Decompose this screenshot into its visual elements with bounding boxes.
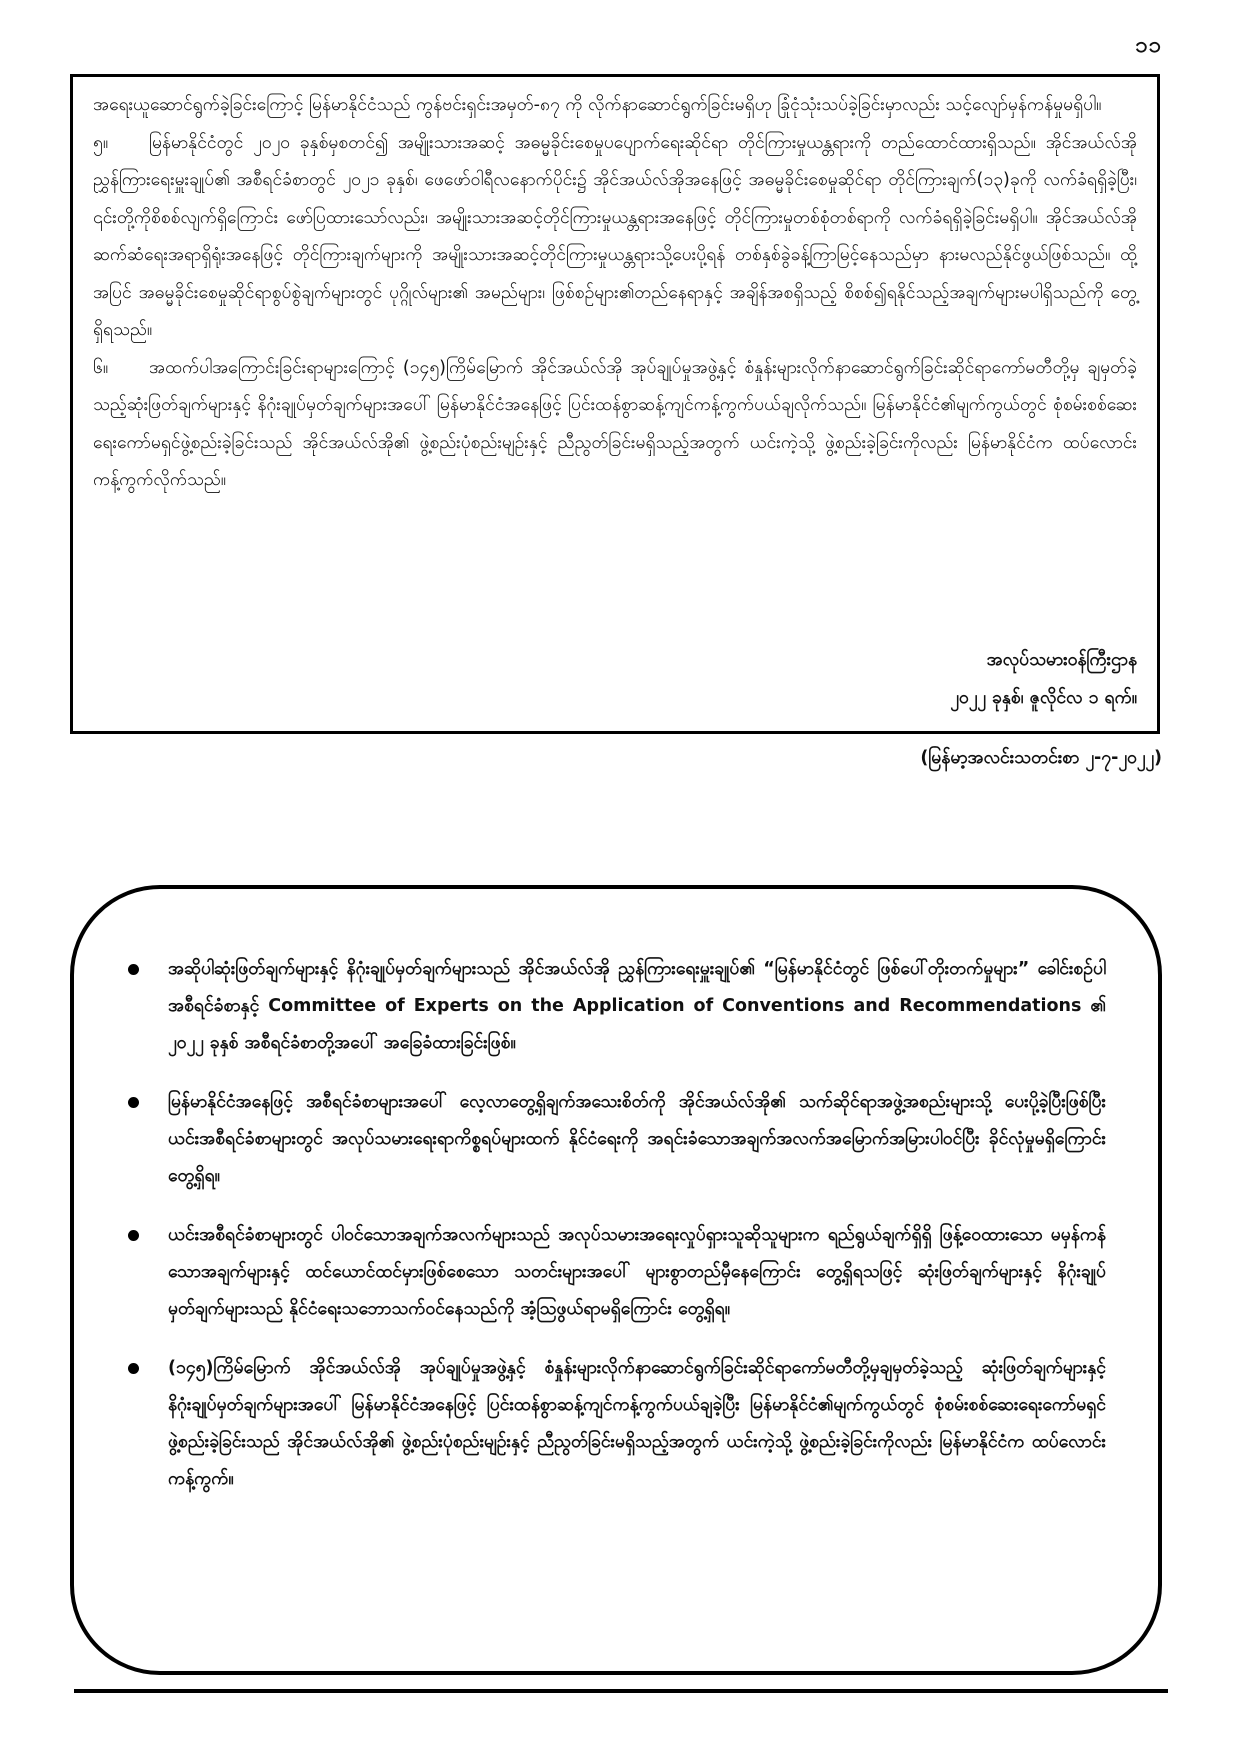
statement-box	[70, 74, 1160, 734]
summary-bullet-list	[128, 951, 1106, 1498]
statement-paragraph-5	[93, 125, 1137, 350]
bullet-dot-icon	[128, 1363, 139, 1374]
statement-intro: အရေးယူဆောင်ရွက်ခဲ့ခြင်းကြောင့် မြန်မာနိုင်ငံသည် ကွန်ဗင်းရှင်းအမှတ်-၈၇ ကို လိုက်နာဆောင်ရွက်ခြင်းမရှိဟု ခြုံငုံသုံးသပ်ခဲ့ခြင်းမှာလည်း သင့်လျော်မှန်ကန်မှုမရှိပါ။	[93, 95, 1102, 115]
signature-date: ၂၀၂၂ ခုနှစ်၊ ဇူလိုင်လ ၁ ရက်။	[950, 688, 1137, 708]
paragraph-number: ၅။	[93, 132, 109, 153]
summary-bullet	[128, 1350, 1106, 1498]
bullet-dot-icon	[128, 1230, 139, 1241]
summary-bullet	[128, 951, 1106, 1062]
summary-box	[70, 885, 1162, 1675]
source-note: (မြန်မာ့အလင်းသတင်းစာ ၂-၇-၂၀၂၂)	[920, 748, 1162, 768]
summary-bullet	[128, 1084, 1106, 1195]
paragraph-text: အထက်ပါအကြောင်းခြင်းရာများကြောင့် (၁၄၅)ကြိမ်မြောက် အိုင်အယ်လ်အို အုပ်ချုပ်မှုအဖွဲ့နှင့် စံနှုန်းများလိုက်နာဆောင်ရွက်ခြင်းဆိုင်ရာကော်မတီတို့မှ ချမှတ်ခဲ့သည့်ဆုံးဖြတ်ချက်များနှင့် နိဂုံးချုပ်မှတ်ချက်များအပေါ် မြန်မာနိုင်ငံအနေဖြင့် ပြင်းထန်စွာဆန့်ကျင်ကန့်ကွက်ပယ်ချလိုက်သည်။ မြန်မာနိုင်ငံ၏မျက်ကွယ်တွင် စုံစမ်းစစ်ဆေးရေးကော်မရှင်ဖွဲ့စည်းခဲ့ခြင်းသည် အိုင်အယ်လ်အို၏ ဖွဲ့စည်းပုံစည်းမျဉ်းနှင့် ညီညွတ်ခြင်းမရှိသည့်အတွက် ယင်းကဲ့သို့ ဖွဲ့စည်းခဲ့ခြင်းကိုလည်း မြန်မာနိုင်ငံက ထပ်လောင်းကန့်ကွက်လိုက်သည်။	[93, 357, 1137, 490]
bullet-text: (၁၄၅)ကြိမ်မြောက် အိုင်အယ်လ်အို အုပ်ချုပ်မှုအဖွဲ့နှင့် စံနှုန်းများလိုက်နာဆောင်ရွက်ခြင်းဆိုင်ရာကော်မတီတို့မှချမှတ်ခဲ့သည့် ဆုံးဖြတ်ချက်များနှင့် နိဂုံးချုပ်မှတ်ချက်များအပေါ် မြန်မာနိုင်ငံအနေဖြင့် ပြင်းထန်စွာဆန့်ကျင်ကန့်ကွက်ပယ်ချခဲ့ပြီး မြန်မာနိုင်ငံ၏မျက်ကွယ်တွင် စုံစမ်းစစ်ဆေးရေးကော်မရှင်ဖွဲ့စည်းခဲ့ခြင်းသည် အိုင်အယ်လ်အို၏ ဖွဲ့စည်းပုံစည်းမျဉ်းနှင့် ညီညွတ်ခြင်းမရှိသည့်အတွက် ယင်းကဲ့သို့ ဖွဲ့စည်းခဲ့ခြင်းကိုလည်း မြန်မာနိုင်ငံက ထပ်လောင်းကန့်ကွက်။	[168, 1358, 1106, 1489]
bullet-text: မြန်မာနိုင်ငံအနေဖြင့် အစီရင်ခံစာများအပေါ် လေ့လာတွေ့ရှိချက်အသေးစိတ်ကို အိုင်အယ်လ်အို၏ သက်ဆိုင်ရာအဖွဲ့အစည်းများသို့ ပေးပို့ခဲ့ပြီးဖြစ်ပြီး ယင်းအစီရင်ခံစာများတွင် အလုပ်သမားရေးရာကိစ္စရပ်များထက် နိုင်ငံရေးကို အရင်းခံသောအချက်အလက်အမြောက်အမြားပါဝင်ပြီး ခိုင်လုံမှုမရှိကြောင်း တွေ့ရှိရ။	[168, 1092, 1106, 1186]
bullet-text: ယင်းအစီရင်ခံစာများတွင် ပါဝင်သောအချက်အလက်များသည် အလုပ်သမားအရေးလှုပ်ရှားသူဆိုသူများက ရည်ရွယ်ချက်ရှိရှိ ဖြန့်ဝေထားသော မမှန်ကန်သောအချက်များနှင့် ထင်ယောင်ထင်မှားဖြစ်စေသော သတင်းများအပေါ် များစွာတည်မှီနေကြောင်း တွေ့ရှိရသဖြင့် ဆုံးဖြတ်ချက်များနှင့် နိဂုံးချုပ်မှတ်ချက်များသည် နိုင်ငံရေးသဘောသက်ဝင်နေသည်ကို အံ့သြဖွယ်ရာမရှိကြောင်း တွေ့ရှိရ။	[168, 1225, 1106, 1319]
signature-block	[950, 641, 1137, 717]
bullet-dot-icon	[128, 964, 139, 975]
page-number: ၁၁	[1135, 33, 1162, 58]
statement-paragraph-6	[93, 350, 1137, 500]
bottom-rule	[74, 1689, 1168, 1693]
bullet-dot-icon	[128, 1097, 139, 1108]
bullet-text: အဆိုပါဆုံးဖြတ်ချက်များနှင့် နိဂုံးချုပ်မှတ်ချက်များသည် အိုင်အယ်လ်အို ညွှန်ကြားရေးမှူးချုပ်၏ “မြန်မာနိုင်ငံတွင် ဖြစ်ပေါ်တိုးတက်မှုများ” ခေါင်းစဉ်ပါ အစီရင်ခံစာနှင့် Committee of Experts on the Application of Conventions and Recommendations ၏ ၂၀၂၂ ခုနှစ် အစီရင်ခံစာတို့အပေါ် အခြေခံထားခြင်းဖြစ်။	[168, 959, 1106, 1053]
paragraph-number: ၆။	[93, 357, 109, 378]
paragraph-text: မြန်မာနိုင်ငံတွင် ၂၀၂၀ ခုနှစ်မှစတင်၍ အမျိုးသားအဆင့် အဓမ္မခိုင်းစေမှုပပျောက်ရေးဆိုင်ရာ တိုင်ကြားမှုယန္တရားကို တည်ထောင်ထားရှိသည်။ အိုင်အယ်လ်အိုညွှန်ကြားရေးမှူးချုပ်၏ အစီရင်ခံစာတွင် ၂၀၂၁ ခုနှစ်၊ ဖေဖော်ဝါရီလနောက်ပိုင်း၌ အိုင်အယ်လ်အိုအနေဖြင့် အဓမ္မခိုင်းစေမှုဆိုင်ရာ တိုင်ကြားချက်(၁၃)ခုကို လက်ခံရရှိခဲ့ပြီး၊ ၎င်းတို့ကိုစိစစ်လျက်ရှိကြောင်း ဖော်ပြထားသော်လည်း၊ အမျိုးသားအဆင့်တိုင်ကြားမှုယန္တရားအနေဖြင့် တိုင်ကြားမှုတစ်စုံတစ်ရာကို လက်ခံရရှိခဲ့ခြင်းမရှိပါ။ အိုင်အယ်လ်အို ဆက်ဆံရေးအရာရှိရုံးအနေဖြင့် တိုင်ကြားချက်များကို အမျိုးသားအဆင့်တိုင်ကြားမှုယန္တရားသို့ပေးပို့ရန် တစ်နှစ်ခွဲခန့်ကြာမြင့်နေသည်မှာ နားမလည်နိုင်ဖွယ်ဖြစ်သည်။ ထို့အပြင် အဓမ္မခိုင်းစေမှုဆိုင်ရာစွပ်စွဲချက်များတွင် ပုဂ္ဂိုလ်များ၏ အမည်များ၊ ဖြစ်စဉ်များ၏တည်နေရာနှင့် အချိန်အစရှိသည့် စိစစ်၍ရနိုင်သည့်အချက်များမပါရှိသည်ကို တွေ့ရှိရသည်။	[93, 132, 1137, 340]
summary-bullet	[128, 1217, 1106, 1328]
signature-ministry: အလုပ်သမားဝန်ကြီးဌာန	[986, 650, 1137, 670]
